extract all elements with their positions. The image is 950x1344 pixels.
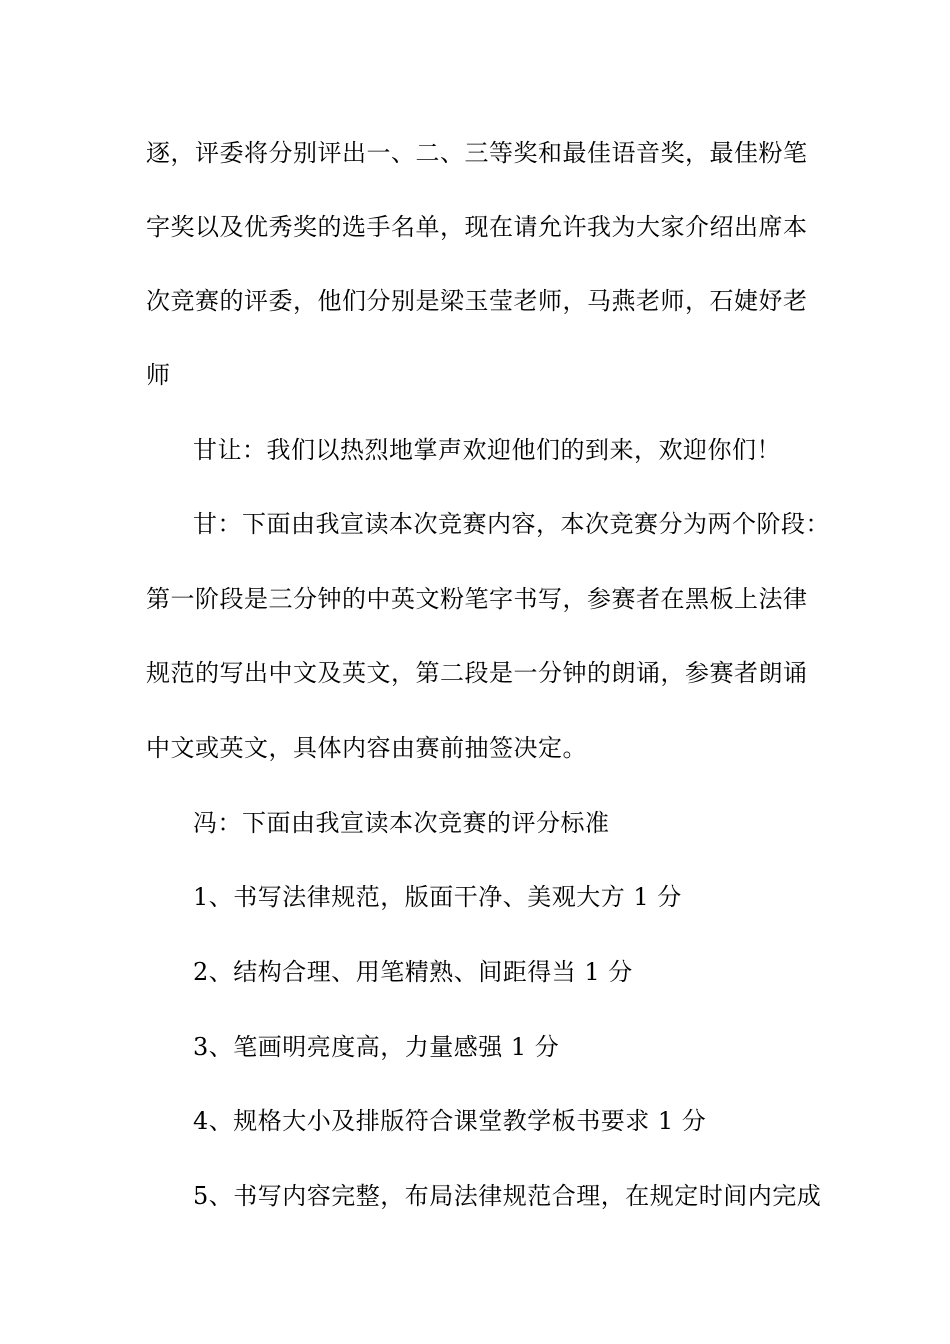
paragraph-line-5: 第一阶段是三分钟的中英文粉笔字书写，参赛者在黑板上法律 <box>146 585 808 613</box>
paragraph-line-6: 规范的写出中文及英文，第二段是一分钟的朗诵，参赛者朗诵 <box>146 659 808 687</box>
paragraph-line-2: 字奖以及优秀奖的选手名单，现在请允许我为大家介绍出席本 <box>146 213 808 241</box>
paragraph-line-1: 逐，评委将分别评出一、二、三等奖和最佳语音奖，最佳粉笔 <box>146 139 808 167</box>
criterion-item-3: 3、笔画明亮度高，力量感强 1 分 <box>193 1033 560 1061</box>
dialogue-line-ganrang: 甘让：我们以热烈地掌声欢迎他们的到来，欢迎你们！ <box>193 436 781 464</box>
criterion-item-5: 5、书写内容完整，布局法律规范合理，在规定时间内完成 <box>193 1182 822 1210</box>
dialogue-line-feng: 冯：下面由我宣读本次竞赛的评分标准 <box>193 809 610 837</box>
paragraph-line-4: 师 <box>146 361 171 389</box>
paragraph-line-3: 次竞赛的评委，他们分别是梁玉莹老师，马燕老师，石婕妤老 <box>146 287 808 315</box>
criterion-item-4: 4、规格大小及排版符合课堂教学板书要求 1 分 <box>193 1107 707 1135</box>
criterion-item-1: 1、书写法律规范，版面干净、美观大方 1 分 <box>193 883 682 911</box>
paragraph-line-7: 中文或英文，具体内容由赛前抽签决定。 <box>146 734 587 762</box>
dialogue-line-gan: 甘：下面由我宣读本次竞赛内容，本次竞赛分为两个阶段： <box>193 510 830 538</box>
criterion-item-2: 2、结构合理、用笔精熟、间距得当 1 分 <box>193 958 633 986</box>
